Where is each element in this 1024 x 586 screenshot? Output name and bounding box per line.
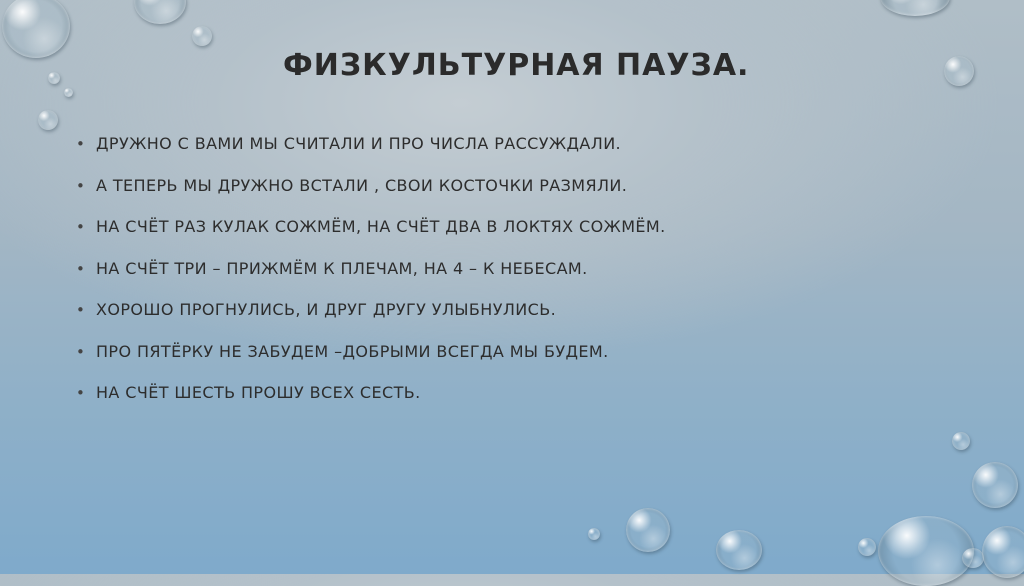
bullet-item bbox=[76, 128, 666, 170]
bullet-text: А ТЕПЕРЬ МЫ ДРУЖНО ВСТАЛИ , СВОИ КОСТОЧКИ РАЗМЯЛИ. bbox=[96, 175, 628, 195]
bullet-marker: • bbox=[76, 384, 86, 402]
bullet-item bbox=[76, 336, 666, 378]
bullet-text: ХОРОШО ПРОГНУЛИСЬ, И ДРУГ ДРУГУ УЛЫБНУЛИСЬ. bbox=[96, 300, 557, 319]
bullet-marker: • bbox=[76, 135, 86, 153]
water-droplet-decoration bbox=[626, 508, 670, 552]
water-droplet-decoration bbox=[48, 72, 60, 84]
bullet-text: НА СЧЁТ ТРИ – ПРИЖМЁМ К ПЛЕЧАМ, НА 4 – К НЕБЕСАМ. bbox=[96, 258, 588, 278]
water-droplet-decoration bbox=[134, 0, 186, 24]
water-droplet-decoration bbox=[952, 432, 970, 450]
bullet-marker: • bbox=[76, 342, 86, 361]
bullet-marker: • bbox=[76, 218, 86, 236]
water-droplet-decoration bbox=[858, 538, 876, 556]
water-droplet-decoration bbox=[588, 528, 600, 540]
bullet-item bbox=[76, 253, 666, 295]
bullet-text: ДРУЖНО С ВАМИ МЫ СЧИТАЛИ И ПРО ЧИСЛА РАССУЖДАЛИ. bbox=[96, 134, 622, 153]
bullet-item bbox=[76, 211, 666, 253]
water-droplet-decoration bbox=[878, 516, 974, 586]
water-droplet-decoration bbox=[982, 526, 1024, 578]
slide-title: ФИЗКУЛЬТУРНАЯ ПАУЗА. bbox=[283, 48, 750, 83]
water-droplet-decoration bbox=[192, 26, 212, 46]
water-droplet-decoration bbox=[880, 0, 950, 16]
bullet-text: НА СЧЁТ ШЕСТЬ ПРОШУ ВСЕХ СЕСТЬ. bbox=[96, 383, 421, 402]
bullet-marker: • bbox=[76, 301, 86, 319]
bullet-marker: • bbox=[76, 259, 86, 278]
bullet-list bbox=[76, 128, 666, 419]
water-droplet-decoration bbox=[38, 110, 58, 130]
bullet-text: ПРО ПЯТЁРКУ НЕ ЗАБУДЕМ –ДОБРЫМИ ВСЕГДА МЫ БУДЕМ. bbox=[96, 341, 609, 361]
water-droplet-decoration bbox=[716, 530, 762, 570]
water-droplet-decoration bbox=[64, 88, 73, 97]
water-droplet-decoration bbox=[944, 56, 974, 86]
bullet-marker: • bbox=[76, 176, 86, 195]
water-droplet-decoration bbox=[2, 0, 70, 58]
bullet-item bbox=[76, 377, 666, 419]
water-droplet-decoration bbox=[972, 462, 1018, 508]
bullet-text: НА СЧЁТ РАЗ КУЛАК СОЖМЁМ, НА СЧЁТ ДВА В ЛОКТЯХ СОЖМЁМ. bbox=[96, 217, 666, 236]
bullet-item bbox=[76, 294, 666, 336]
water-droplet-decoration bbox=[962, 548, 984, 568]
bullet-item bbox=[76, 170, 666, 212]
